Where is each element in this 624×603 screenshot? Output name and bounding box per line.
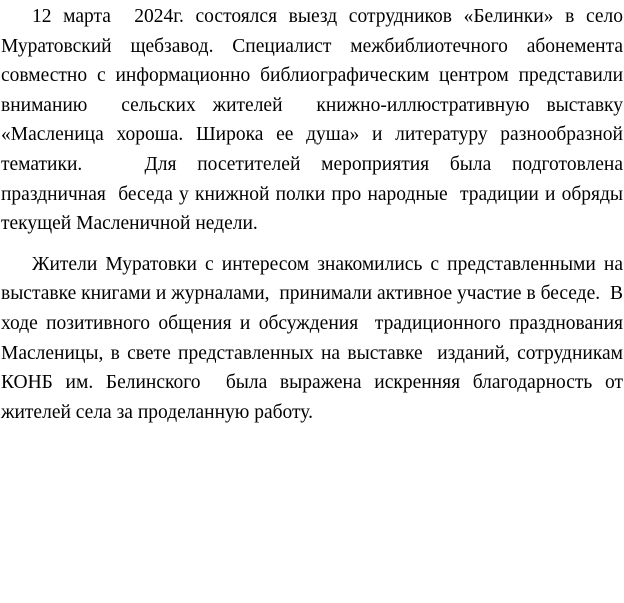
- paragraph-event-report: 12 марта 2024г. состоялся выезд сотрудников «Белинки» в село Муратовский щебзавод. Специалист межбиблиотечного абонемента совместно с информационно библиографическим центром представили вниманию сельских жителей книжно-иллюстративную выставку «Масленица хороша. Широка ее душа» и литературу разнообразной тематики. Для посетителей мероприятия была подготовлена праздничная беседа у книжной полки про народные традиции и обряды текущей Масленичной недели.: [1, 6, 623, 235]
- paragraph-residents-feedback: Жители Муратовки с интересом знакомились с представленными на выставке книгами и журналами, принимали активное участие в беседе. В ходе позитивного общения и обсуждения традиционного празднования Масленицы, в свете представленных на выставке изданий, сотрудникам КОНБ им. Белинского была выражена искренняя благодарность от жителей села за проделанную работу.: [1, 253, 623, 423]
- document-body: [1, 2, 623, 427]
